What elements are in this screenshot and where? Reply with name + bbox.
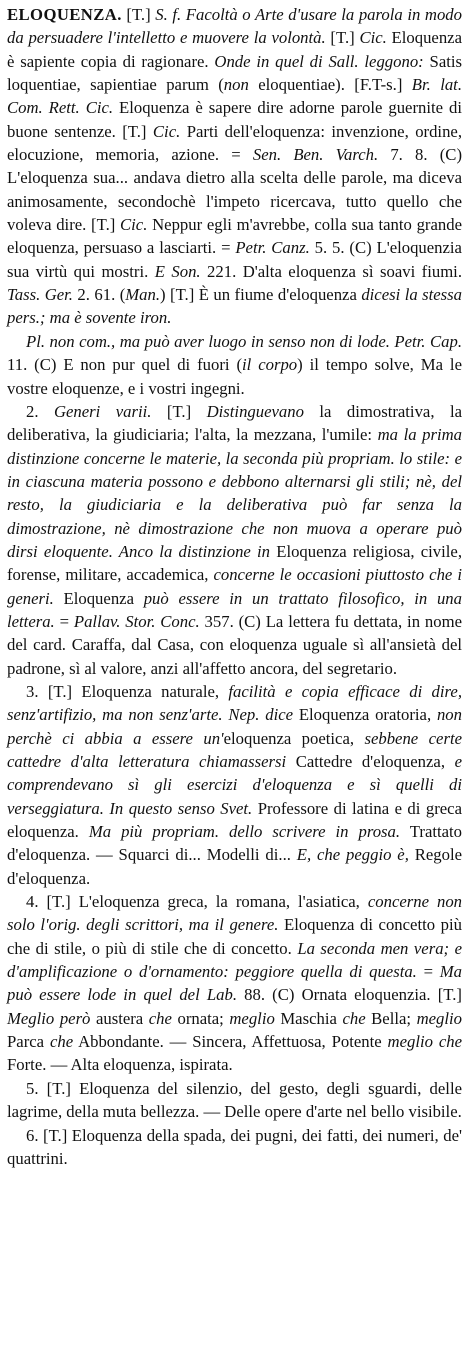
text-segment: Trattato d'eloquenza. — Squarci di... Modelli di... — [7, 822, 463, 865]
text-segment: Bella; — [365, 1008, 417, 1028]
text-segment: facilità e copia efficace di dire, senz'artifizio, ma non senz'arte. Nep. dice — [7, 681, 462, 725]
text-segment: Satis loquentiae, sapientiae parum ( — [7, 51, 462, 95]
text-segment: Eloquenza religiosa, civile, forense, militare, accademica, — [7, 541, 463, 585]
text-segment: 4. [T.] L'eloquenza greca, la romana, l'asiatica, — [26, 892, 368, 912]
text-segment: Man. — [125, 285, 161, 305]
text-segment: S. f. Facoltà o Arte d'usare la parola in modo da persuadere l'intelletto e muovere la volontà. — [7, 5, 462, 48]
text-segment: meglio che — [387, 1032, 462, 1052]
text-segment: che — [49, 1032, 74, 1052]
text-segment: il corpo — [242, 355, 298, 375]
text-segment: Ma più propriam. dello scrivere in prosa. — [88, 822, 401, 842]
text-segment: Eloquenza oratoria, — [293, 705, 437, 725]
text-segment: Parca — [7, 1032, 50, 1052]
entry-sense-4 — [7, 890, 462, 1077]
text-segment: La seconda men vera; e d'amplificazione o d'ornamento: peggiore quella di questa. — [7, 938, 462, 982]
text-segment: Generi varii. — [53, 401, 152, 421]
text-segment: = — [416, 962, 440, 982]
entry-sense-6 — [7, 1124, 462, 1171]
text-segment: 2. — [26, 401, 54, 421]
text-segment: austera — [90, 1008, 149, 1028]
entry-sense-5 — [7, 1077, 462, 1124]
text-segment: 2. 61. ( — [72, 285, 126, 305]
text-segment: 5. [T.] Eloquenza del silenzio, del gesto, degli sguardi, delle lagrime, della muta bellezza. — Delle opere d'arte nel bello visibile. — [7, 1078, 462, 1122]
text-segment: ) il tempo solve, Ma le vostre eloquenze, e i vostri ingegni. — [7, 355, 462, 398]
text-segment: Meglio però — [7, 1008, 91, 1028]
text-segment: 7. 8. (C) L'eloquenza sua... andava dietro alla scelta delle parole, ma diceva animosamente, secondochè l'impeto ricercava, tutto quello che voleva dire. [T.] — [7, 145, 462, 235]
text-segment: 11. (C) E non pur quel di fuori ( — [7, 355, 243, 375]
text-segment: eloquenza poetica, — [223, 728, 365, 748]
text-segment: 5. 5. (C) L'eloquenzia sua virtù qui mostri. — [7, 238, 462, 281]
text-segment: concerne non solo l'orig. degli scrittori, ma il genere. — [7, 892, 463, 935]
text-segment: sebbene certe cattedre d'alta letteratura chiamassersi — [7, 728, 462, 771]
text-segment: Pallav. Stor. Conc. — [73, 611, 200, 631]
text-segment: ) [T.] È un fiume d'eloquenza — [160, 285, 362, 305]
entry-definition — [7, 3, 462, 330]
text-segment: non perchè ci abbia a essere un' — [7, 705, 462, 748]
text-segment: Eloquenza è sapere dire adorne parole guernite di buone sentenze. [T.] — [7, 98, 462, 141]
headword: ELOQUENZA. — [7, 5, 122, 24]
text-segment: Neppur egli m'avrebbe, colla sua tanto grande eloquenza, persuaso a lasciarti. = — [7, 215, 462, 258]
text-segment: Forte. — Alta eloquenza, ispirata. — [7, 1055, 233, 1075]
text-segment: E, che peggio è, — [296, 845, 409, 865]
text-segment: Regole d'eloquenza. — [7, 845, 462, 888]
text-segment: Eloquenza di concetto più che di stile, o più di stile che di concetto. — [7, 915, 462, 958]
text-segment: Tass. Ger. — [7, 285, 73, 305]
text-segment: Eloquenza è sapiente copia di ragionare. — [7, 28, 462, 71]
text-segment: Cic. — [359, 28, 387, 48]
text-segment: concerne le occasioni piuttosto che i generi. — [7, 565, 463, 608]
text-segment: Ma può essere lode in quel del Lab. — [7, 962, 462, 1005]
text-segment: ma la prima distinzione concerne le materie, la seconda più propriam. lo stile: e in ciascuna materia possono e debbono alternarsi gli stili; nè, del resto, la giudiciaria e la deliberativa può far senza la dimostrazione, nè dimostrazione che non muova a operare può dirsi eloquente. Anco la distinzione in — [7, 425, 462, 561]
text-segment: Cattedre d'eloquenza, — [286, 752, 455, 771]
text-segment: Eloquenza — [53, 588, 144, 608]
text-segment: può essere in un trattato filosofico, in una lettera. — [7, 588, 462, 631]
text-segment: Pl. non com., ma può aver luogo in senso non di lode. Petr. Cap. — [26, 331, 462, 351]
text-segment: [T.] — [325, 28, 360, 48]
text-segment: Cic. — [152, 121, 181, 141]
text-segment: Maschia — [274, 1008, 343, 1028]
text-segment: meglio — [229, 1008, 275, 1028]
entry-sense-2 — [7, 400, 462, 680]
text-segment: Br. lat. Com. Rett. Cic. — [7, 75, 462, 118]
text-segment: [T.] — [151, 401, 207, 421]
text-segment: 221. D'alta eloquenza sì soavi fiumi. — [200, 261, 462, 281]
text-segment: che — [148, 1008, 172, 1028]
entry-sense-3 — [7, 680, 462, 890]
text-segment: eloquentiae). [F.T-s.] — [248, 75, 412, 95]
text-segment: che — [342, 1008, 366, 1028]
text-segment: Petr. Canz. — [235, 238, 310, 258]
text-segment: Parti dell'eloquenza: invenzione, ordine, elocuzione, memoria, azione. = — [7, 121, 462, 165]
text-segment: [T.] — [121, 5, 156, 24]
text-segment: ornata; — [171, 1008, 230, 1028]
text-segment: Professore di latina e di greca eloquenza. — [7, 798, 462, 842]
text-segment: 6. [T.] Eloquenza della spada, dei pugni, dei fatti, dei numeri, de' quattrini. — [7, 1125, 462, 1168]
text-segment: non — [223, 75, 249, 95]
text-segment: 3. [T.] Eloquenza naturale, — [26, 681, 229, 701]
entry-sense-1 — [7, 330, 462, 400]
text-segment: la dimostrativa, la deliberativa, la giudiciaria; l'alta, la mezzana, l'umile: — [7, 401, 462, 445]
text-segment: dicesi la stessa pers.; ma è sovente iron. — [7, 285, 462, 328]
text-segment: Abbondante. — Sincera, Affettuosa, Potente — [73, 1032, 388, 1052]
text-segment: E Son. — [154, 261, 201, 281]
text-segment: 357. (C) La lettera fu dettata, in nome del card. Caraffa, dal Casa, con eloquenza uguale sì all'ansietà del padrone, sì al valore, anzi all'affetto ancora, del segretario. — [7, 611, 462, 678]
text-segment: 88. (C) Ornata eloquenzia. [T.] — [237, 985, 462, 1005]
text-segment: = — [54, 611, 74, 631]
text-segment: e comprendevano sì gli esercizi d'eloquenza e sì quelli di verseggiatura. In questo senso Svet. — [7, 752, 462, 818]
text-segment: Onde in quel di Sall. leggono: — [214, 51, 424, 71]
text-segment: Cic. — [120, 215, 148, 235]
text-segment: Distinguevano — [206, 401, 304, 421]
dictionary-entry-eloquenza — [7, 3, 462, 1170]
text-segment: Sen. Ben. Varch. — [252, 145, 379, 165]
text-segment: meglio — [416, 1008, 462, 1028]
